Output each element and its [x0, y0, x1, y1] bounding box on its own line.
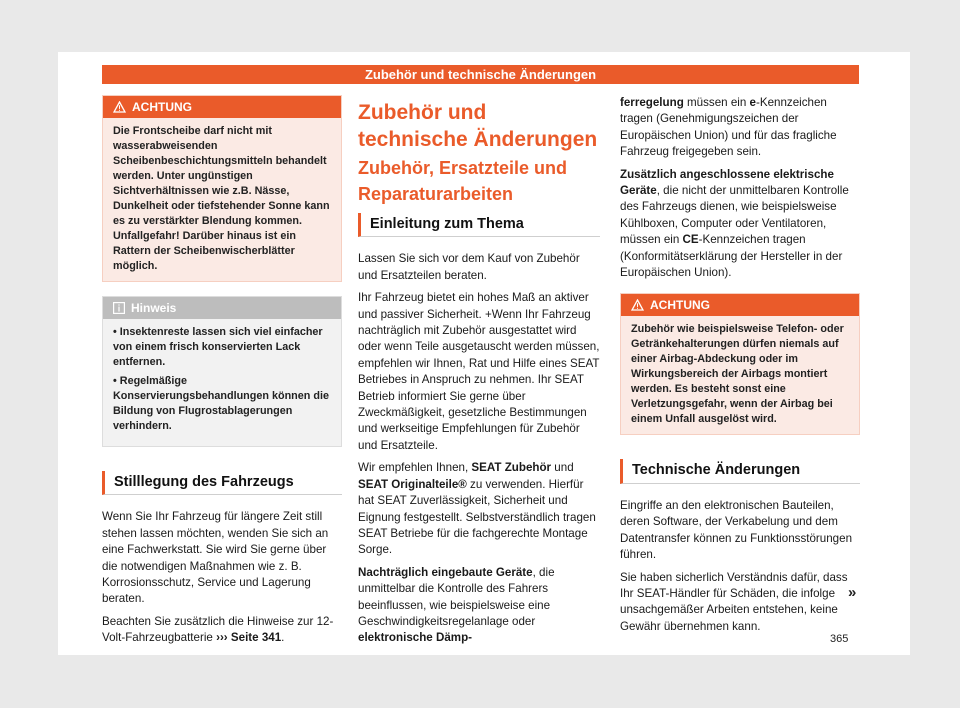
continue-arrow-icon: »: [848, 584, 857, 601]
subchapter-title: Zubehör, Ersatzteile und Reparaturarbeiten: [358, 158, 568, 204]
warning-label: ACHTUNG: [132, 100, 192, 114]
chapter-title: Zubehör und technische Änderungen: [358, 101, 598, 151]
note-label: Hinweis: [131, 301, 177, 315]
warning-box: [620, 293, 860, 435]
section-heading: Technische Änderungen: [620, 459, 860, 483]
paragraph: Zusätzlich angeschlossene elektrische Geräte, die nicht der unmittelbaren Kontrolle des Fahrzeugs dienen, wie beispielsweise Kühlboxen, Computer oder Ventilatoren, müssen ein CE-Kennzeichen tragen (Konformitätserklärung der Hersteller in der Europäischen Union).: [620, 167, 849, 280]
paragraph: Wenn Sie Ihr Fahrzeug für längere Zeit still stehen lassen möchten, wenden Sie sich an eine Fachwerkstatt. Sie wird Sie gerne über die notwendigen Maßnahmen wie z. B. Korrosionsschutz, Service und Lagerung beraten.: [102, 510, 329, 606]
column-left: [102, 95, 342, 653]
warning-box: [102, 95, 342, 282]
section-heading: Stilllegung des Fahrzeugs: [102, 471, 342, 495]
warning-text: Zubehör wie beispielsweise Telefon- oder Getränkehalterungen dürfen niemals auf einer Airbag-Abdeckung oder im Wirkungsbereich der Airbags montiert werden. Es besteht sonst eine Verletzungsgefahr, wenn der Airbag bei einem Unfall ausgelöst wird.: [631, 323, 844, 426]
note-header: [103, 297, 341, 319]
note-body: [103, 319, 341, 446]
warning-label: ACHTUNG: [650, 298, 710, 313]
section-heading: Einleitung zum Thema: [358, 213, 600, 237]
column-right: [620, 95, 860, 641]
paragraph: Lassen Sie sich vor dem Kauf von Zubehör und Ersatzteilen beraten.: [358, 252, 580, 282]
paragraph: Sie haben sicherlich Verständnis dafür, dass Ihr SEAT-Händler für Schäden, die infolge unsachgemäßer Arbeiten entstehen, keine Gewähr übernehmen kann.: [620, 570, 848, 633]
page-header-bar: Zubehör und technische Änderungen: [102, 65, 859, 84]
paragraph: Wir empfehlen Ihnen, SEAT Zubehör und SEAT Originalteile® zu verwenden. Hierfür hat SEAT Zuverlässigkeit, Sicherheit und Eignung festgestellt. Selbstverständlich tragen SEAT Betriebe für die fachgerechte Montage Sorge.: [358, 461, 596, 557]
paragraph: Nachträglich eingebaute Geräte, die unmittelbar die Kontrolle des Fahrers beeinflussen, wie beispielsweise eine Geschwindigkeitsregelanlage oder elektronische Dämp-: [358, 565, 555, 645]
ce-mark: CE: [682, 233, 699, 247]
paragraph: Beachten Sie zusätzlich die Hinweise zur 12-Volt-Fahrzeugbatterie ››› Seite 341.: [102, 614, 334, 645]
column-middle: [358, 95, 600, 653]
warning-triangle-icon: [631, 299, 644, 315]
warning-header: [621, 294, 859, 316]
warning-text: Die Frontscheibe darf nicht mit wasserabweisenden Scheibenbeschichtungsmitteln behandelt werden. Unter ungünstigen Sichtverhältnissen wie z.B. Nässe, Dunkelheit oder tiefstehender Sonne kann es zu verstärkter Blendung kommen. Unfallgefahr! Darüber hinaus ist ein Rattern der Scheibenwischerblätter möglich.: [113, 125, 330, 272]
warning-triangle-icon: [113, 101, 126, 117]
warning-header: [103, 96, 341, 118]
info-icon: [113, 302, 125, 318]
note-item: • Insektenreste lassen sich viel einfacher von einem frisch konservierten Lack entfernen.: [113, 326, 323, 368]
paragraph: ferregelung müssen ein e-Kennzeichen tragen (Genehmigungszeichen der Europäischen Union) und für das fragliche Fahrzeug freigegeben sein.: [620, 96, 837, 159]
note-item: • Regelmäßige Konservierungsbehandlungen können die Bildung von Flugrostablagerungen verhindern.: [113, 375, 329, 432]
page-number: 365: [830, 633, 849, 645]
note-box: [102, 296, 342, 447]
paragraph: Eingriffe an den elektronischen Bauteilen, deren Software, der Verkabelung und dem Datentransfer können zu Funktionsstörungen führen.: [620, 498, 853, 562]
page-reference-link[interactable]: ››› Seite 341: [216, 631, 282, 645]
paragraph: Ihr Fahrzeug bietet ein hohes Maß an aktiver und passiver Sicherheit. +Wenn Ihr Fahrzeug nachträglich mit Zubehör ausgestattet wird oder wenn Teile ausgetauscht werden müssen, empfehlen wir Ihnen, Rat und Hilfe eines SEAT Betriebes in Anspruch zu nehmen. Ihr SEAT Betrieb informiert Sie gerne über Zweckmäßigkeit, gesetzliche Bestimmungen und werkseitige Empfehlungen für Zubehör und Ersatzteile.: [358, 291, 600, 452]
